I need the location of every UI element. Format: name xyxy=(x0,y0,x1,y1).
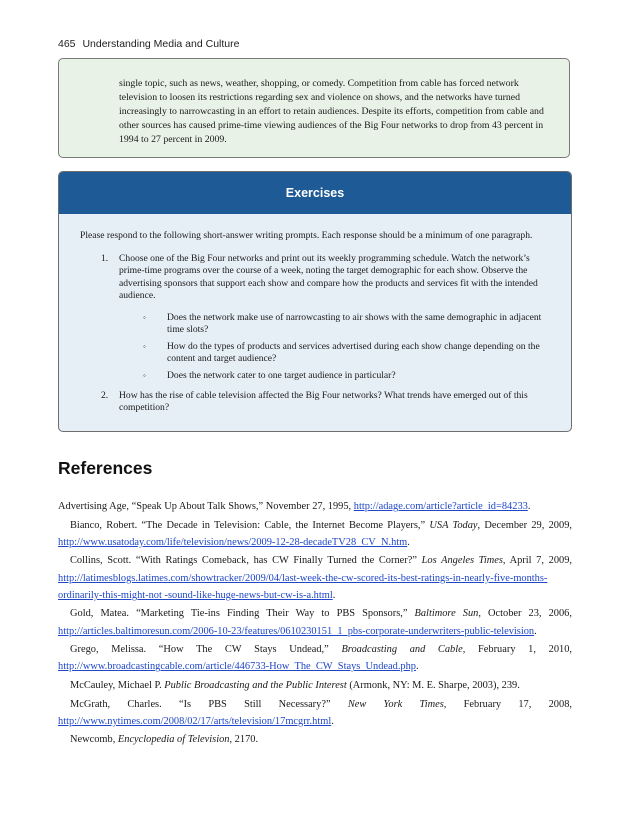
reference-link[interactable]: http://articles.baltimoresun.com/2006-10-23/features/0610230151_1_pbs-corporate-underwriters-public-television xyxy=(58,625,535,637)
reference-entry: Bianco, Robert. “The Decade in Television: Cable, the Internet Become Players,” USA Today, December 29, 2009, http://www.usatoday.com/life/television/news/2009-12-28-decadeTV28_CV_N.htm. xyxy=(58,519,572,548)
reference-link[interactable]: http://adage.com/article?article_id=84233 xyxy=(353,501,528,512)
exercises-box xyxy=(58,171,572,432)
exercises-intro: Please respond to the following short-answer writing prompts. Each response should be a minimum of one paragraph. xyxy=(80,230,533,241)
continued-text-box xyxy=(58,58,570,158)
bullet-icon: ◦ xyxy=(143,342,146,351)
bullet-icon: ◦ xyxy=(143,313,146,322)
subitem-text: Does the network cater to one target audience in particular? xyxy=(167,370,396,381)
reference-entry: Grego, Melissa. “How The CW Stays Undead,” Broadcasting and Cable, February 1, 2010, http://www.broadcastingcable.com/article/446733-How_The_CW_Stays_Undead.php. xyxy=(58,644,573,673)
bullet-icon: ◦ xyxy=(143,371,146,380)
reference-link[interactable]: http://www.broadcastingcable.com/article/446733-How_The_CW_Stays_Undead.php xyxy=(58,661,417,673)
exercise-item xyxy=(101,253,549,303)
exercise-text: How has the rise of cable television affected the Big Four networks? What trends have emerged out of this competition? xyxy=(119,390,528,414)
reference-link[interactable]: http://www.nytimes.com/2008/02/17/arts/television/17mcgrr.html xyxy=(58,715,332,727)
exercise-number: 1. xyxy=(101,253,109,264)
exercise-subitem xyxy=(143,312,559,337)
subitem-text: Does the network make use of narrowcasting to air shows with the same demographic in adjacent time slots? xyxy=(167,312,542,336)
references-list xyxy=(58,498,572,750)
exercise-number: 2. xyxy=(101,390,109,401)
reference-link[interactable]: http://latimesblogs.latimes.com/showtracker/2009/04/last-week-the-cw-scored-its-best-ratings-in-nearly-five-months-ordinarily-this-might-not -sound-like-huge-news-but-cw-is-a.html xyxy=(58,572,548,601)
reference-entry: McCauley, Michael P. Public Broadcasting and the Public Interest (Armonk, NY: M. E. Sharpe, 2003), 239. xyxy=(70,679,520,691)
continued-paragraph: single topic, such as news, weather, shopping, or comedy. Competition from cable has forced network television to loosen its restrictions regarding sex and violence on shows, and the networks have turned increasingly to narrowcasting in an effort to retain audiences. Despite its efforts, competition from cable and other sources has caused prime-time viewing audiences of the Big Four networks to drop from 43 percent in 1994 to 27 percent in 2009. xyxy=(119,78,544,145)
page-number: 465 xyxy=(58,38,76,50)
exercises-title: Exercises xyxy=(59,172,571,214)
exercise-subitem xyxy=(143,370,559,382)
subitem-text: How do the types of products and services advertised during each show change depending on the content and target audience? xyxy=(167,341,540,365)
references-heading: References xyxy=(58,458,153,478)
reference-entry: Gold, Matea. “Marketing Tie-ins Finding Their Way to PBS Sponsors,” Baltimore Sun, October 23, 2006, http://articles.baltimoresun.com/2006-10-23/features/0610230151_1_pbs-corporate-underwriters-public-television. xyxy=(58,608,572,637)
reference-entry: Advertising Age, “Speak Up About Talk Shows,” November 27, 1995, http://adage.com/article?article_id=84233. xyxy=(58,501,531,512)
running-head xyxy=(58,38,239,50)
book-title: Understanding Media and Culture xyxy=(82,38,240,50)
exercise-item xyxy=(101,390,549,415)
reference-entry: Collins, Scott. “With Ratings Comeback, has CW Finally Turned the Corner?” Los Angeles Times, April 7, 2009, http://latimesblogs.latimes.com/showtracker/2009/04/last-week-the-cw-scored-its-best-ratings-in-nearly-five-months-ordinarily-this-might-not -sound-like-huge-news-but-cw-is-a.html. xyxy=(58,555,573,601)
reference-link[interactable]: http://www.usatoday.com/life/television/news/2009-12-28-decadeTV28_CV_N.htm xyxy=(58,536,408,548)
exercise-text: Choose one of the Big Four networks and print out its weekly programming schedule. Watch the network’s prime-time programs over the course of a week, noting the target demographic for each show. Observe the advertising sponsors that support each show and compare how the products and services fit with the intended audience. xyxy=(119,253,538,302)
reference-entry: McGrath, Charles. “Is PBS Still Necessary?” New York Times, February 17, 2008, http://www.nytimes.com/2008/02/17/arts/television/17mcgrr.html. xyxy=(58,698,572,727)
reference-entry: Newcomb, Encyclopedia of Television, 2170. xyxy=(70,734,259,746)
exercise-subitem xyxy=(143,341,559,366)
